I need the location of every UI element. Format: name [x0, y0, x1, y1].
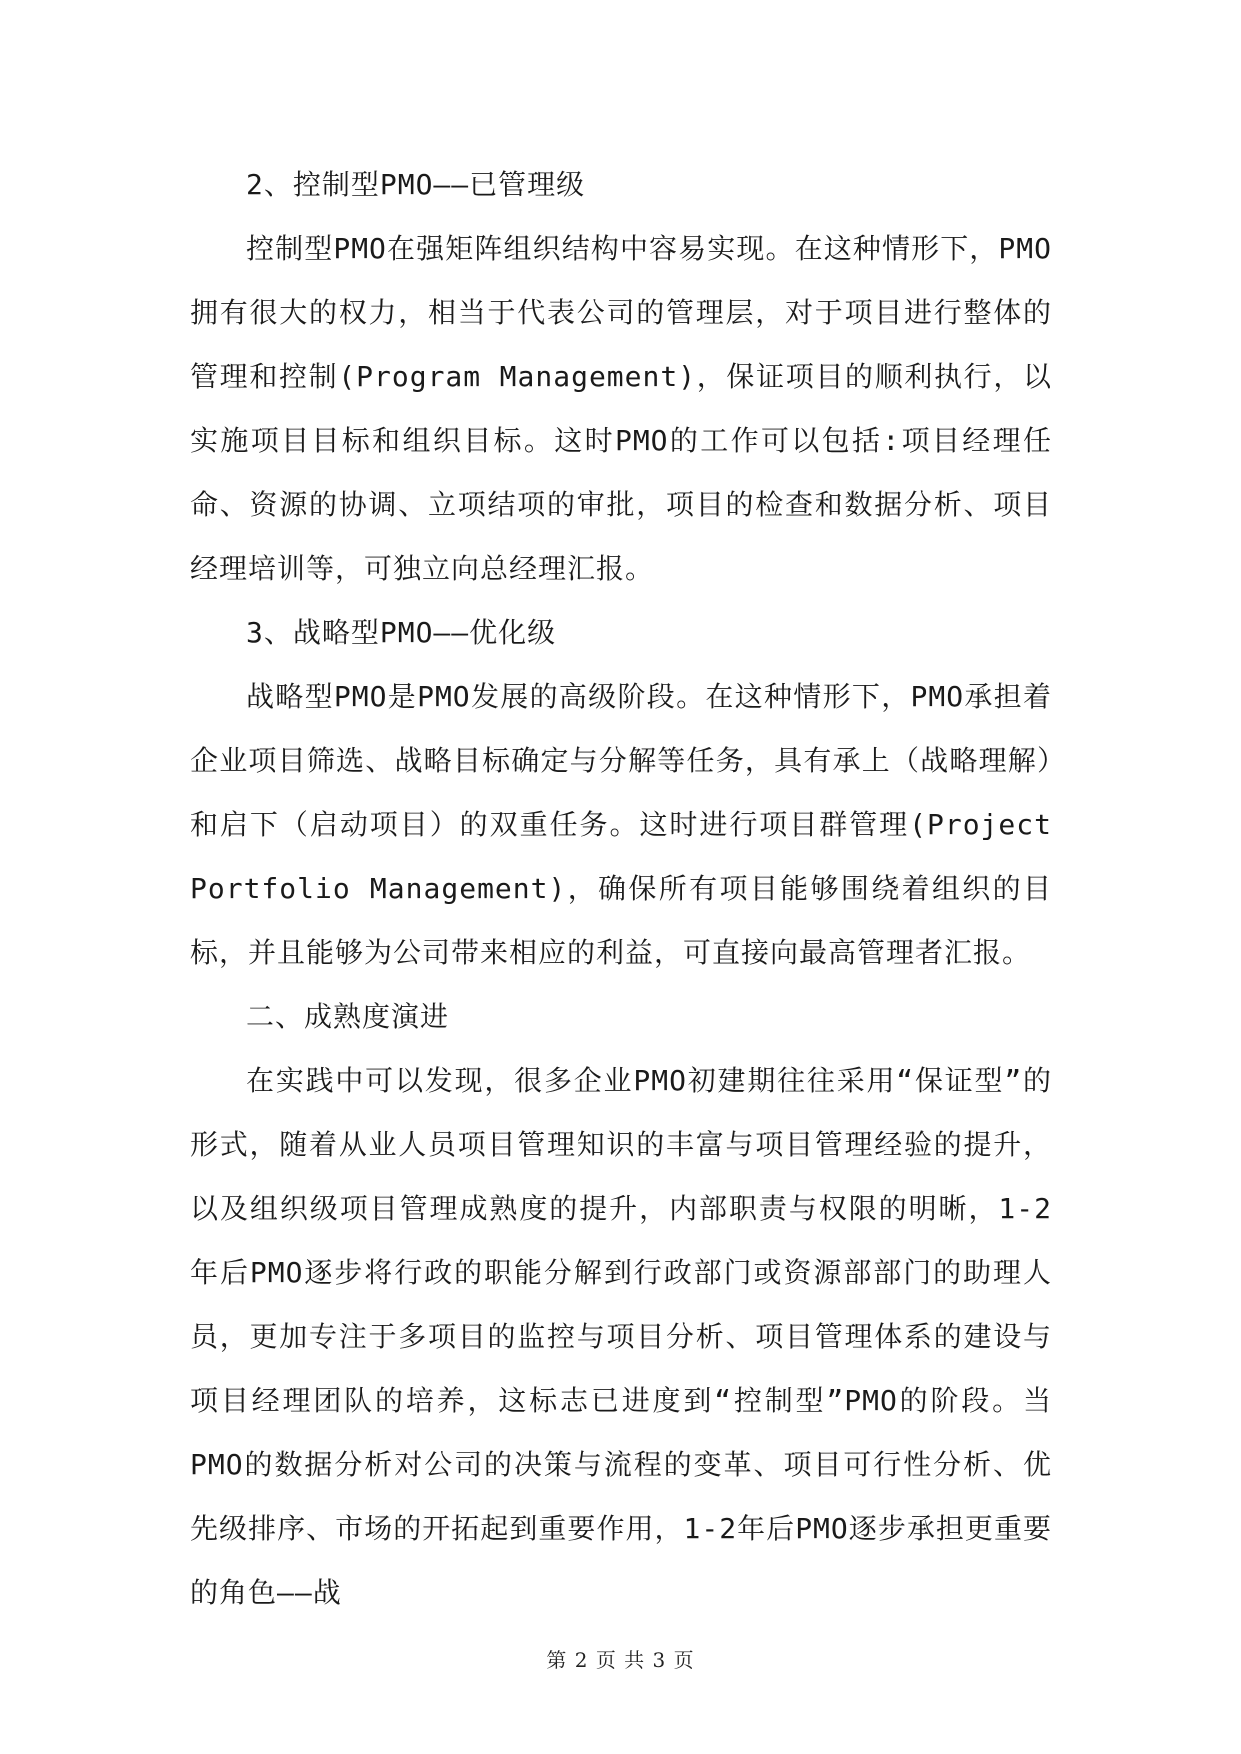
paragraph-strategic-pmo: 战略型PMO是PMO发展的高级阶段。在这种情形下，PMO承担着企业项目筛选、战略目标确定与分解等任务，具有承上（战略理解）和启下（启动项目）的双重任务。这时进行项目群管理(Project Portfolio Management)，确保所有项目能够围绕着组织的目标，并且能够为公司带来相应的利益，可直接向最高管理者汇报。 [190, 680, 1052, 969]
section-heading-maturity-evolution: 二、成熟度演进 [246, 1000, 450, 1033]
document-body [190, 153, 1052, 1625]
page-number-footer: 第 2 页 共 3 页 [546, 1648, 695, 1672]
section-heading-strategic-pmo: 3、战略型PMO——优化级 [246, 616, 557, 649]
section-heading-controlled-pmo: 2、控制型PMO——已管理级 [246, 168, 586, 201]
paragraph-maturity-evolution: 在实践中可以发现，很多企业PMO初建期往往采用“保证型”的形式，随着从业人员项目管理知识的丰富与项目管理经验的提升，以及组织级项目管理成熟度的提升，内部职责与权限的明晰，1-2年后PMO逐步将行政的职能分解到行政部门或资源部部门的助理人员，更加专注于多项目的监控与项目分析、项目管理体系的建设与项目经理团队的培养，这标志已进度到“控制型”PMO的阶段。当PMO的数据分析对公司的决策与流程的变革、项目可行性分析、优先级排序、市场的开拓起到重要作用，1-2年后PMO逐步承担更重要的角色——战 [190, 1064, 1052, 1609]
paragraph-controlled-pmo: 控制型PMO在强矩阵组织结构中容易实现。在这种情形下，PMO拥有很大的权力，相当于代表公司的管理层，对于项目进行整体的管理和控制(Program Management)，保证项目的顺利执行，以实施项目目标和组织目标。这时PMO的工作可以包括:项目经理任命、资源的协调、立项结项的审批，项目的检查和数据分析、项目经理培训等，可独立向总经理汇报。 [190, 232, 1052, 585]
